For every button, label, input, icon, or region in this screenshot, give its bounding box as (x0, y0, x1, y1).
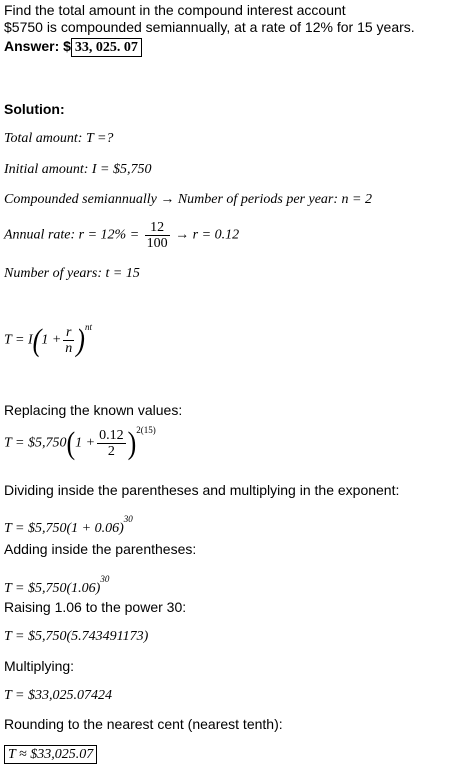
step1-open-paren: ( (66, 425, 76, 461)
def-years-label: Number of years: (4, 266, 102, 281)
def-rate-lhs: r = 12% = (78, 227, 140, 243)
step1-one-plus: 1 + (75, 435, 96, 451)
rate-fraction-den: 100 (146, 236, 168, 251)
rate-fraction (145, 220, 170, 251)
def-comp-label: Compounded semiannually → Number of periods per year: (4, 192, 339, 207)
def-years (4, 266, 140, 282)
step1-exponent: 2(15) (136, 424, 156, 435)
formula-open-paren: ( (32, 322, 42, 358)
final-answer-box: T ≈ $33,025.07 (4, 745, 97, 764)
step4-expr: T = $5,750(5.743491173) (4, 629, 149, 644)
def-initial (4, 162, 152, 178)
def-rate (4, 220, 239, 251)
step2-text: Dividing inside the parentheses and multiplying in the exponent: (4, 482, 400, 498)
step1-expr (4, 424, 156, 461)
step3-expr (4, 571, 109, 597)
step6-text: Rounding to the nearest cent (nearest tenth): (4, 716, 283, 732)
step4-text: Raising 1.06 to the power 30: (4, 599, 187, 615)
step3-exponent: 30 (100, 574, 110, 584)
step1-close-paren: ) (127, 425, 137, 461)
def-total-expr: T =? (85, 131, 114, 146)
def-rate-label: Annual rate: (4, 227, 76, 243)
answer-label: Answer: $ (4, 38, 71, 54)
formula-fraction-den: n (65, 341, 73, 356)
step1-fraction-den: 2 (107, 444, 115, 459)
formula-lhs: T = I (4, 332, 33, 348)
def-total (4, 131, 113, 147)
formula-close-paren: ) (76, 322, 85, 358)
step5-text: Multiplying: (4, 658, 75, 674)
step2-expr (4, 511, 133, 537)
step1-fraction-num: 0.12 (99, 428, 124, 443)
step2-exponent: 30 (123, 514, 133, 524)
def-years-expr: t = 15 (105, 266, 140, 281)
rate-fraction-num: 12 (145, 220, 170, 236)
question-line-1: Find the total amount in the compound interest account (4, 2, 346, 18)
answer-line (4, 38, 142, 57)
def-total-label: Total amount: (4, 131, 83, 146)
def-initial-label: Initial amount: (4, 162, 89, 177)
step5-expr: T = $33,025.07424 (4, 688, 112, 703)
def-comp-expr: n = 2 (341, 192, 372, 207)
step3-base: T = $5,750(1.06) (4, 581, 101, 596)
def-compounded (4, 192, 372, 208)
formula-fraction-num: r (63, 325, 74, 341)
step1-lhs: T = $5,750 (4, 435, 67, 451)
question-line-2: $5750 is compounded semiannually, at a rate of 12% for 15 years. (4, 19, 415, 35)
solution-heading: Solution: (4, 101, 65, 117)
formula-exponent: nt (84, 321, 92, 332)
def-initial-expr: I = $5,750 (91, 162, 152, 177)
step1-text: Replacing the known values: (4, 402, 183, 418)
formula-fraction (63, 325, 74, 356)
formula-one-plus: 1 + (41, 332, 62, 348)
step1-fraction (97, 428, 126, 459)
step3-text: Adding inside the parentheses: (4, 541, 197, 557)
final-answer (4, 745, 97, 764)
def-rate-rhs: → r = 0.12 (175, 227, 240, 243)
answer-box: 33, 025. 07 (71, 38, 142, 57)
step2-base: T = $5,750(1 + 0.06) (4, 521, 124, 536)
formula (4, 321, 92, 358)
